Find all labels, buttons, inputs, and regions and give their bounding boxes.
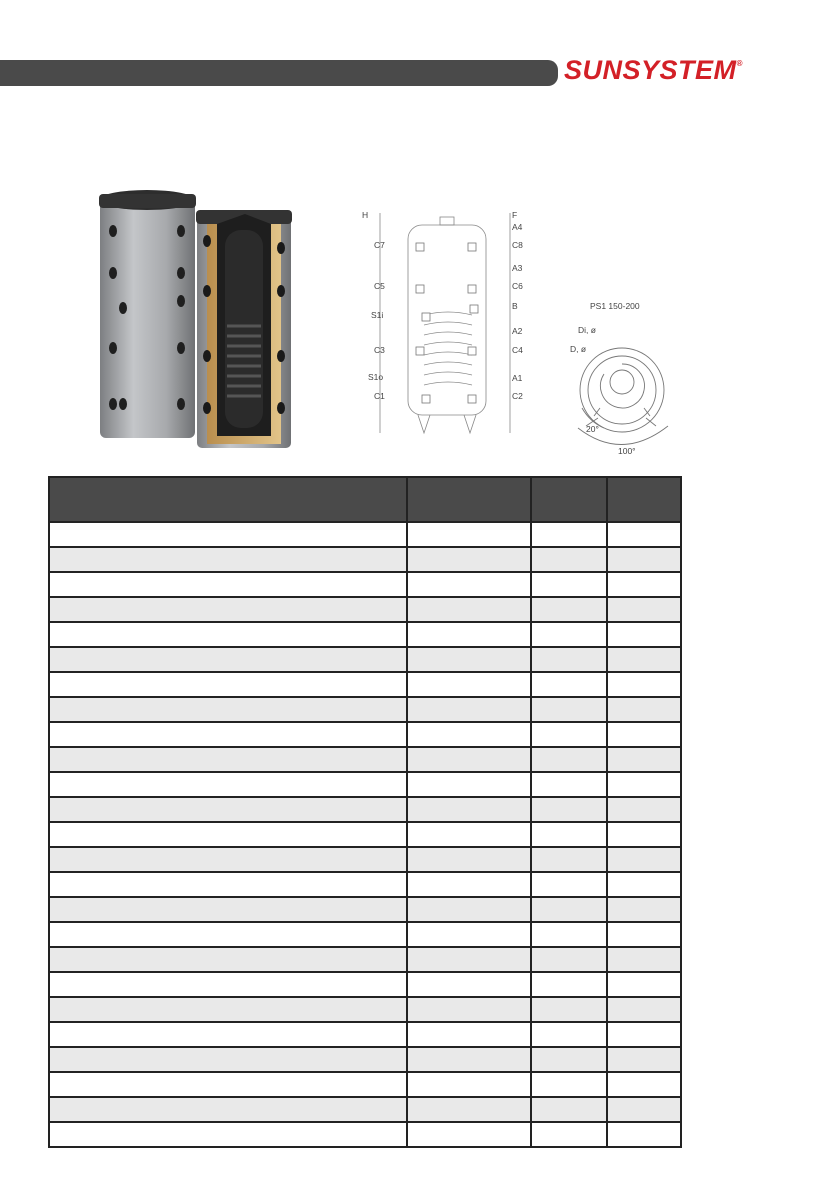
- label-S1o: S1o: [368, 372, 384, 382]
- table-cell: [49, 822, 407, 847]
- table-cell: [531, 747, 607, 772]
- label-C3: C3: [374, 345, 385, 355]
- table-row: [49, 822, 681, 847]
- table-cell: [531, 1022, 607, 1047]
- registered-mark: ®: [736, 59, 743, 68]
- label-C2: C2: [512, 391, 523, 401]
- table-row: [49, 522, 681, 547]
- table-cell: [607, 1047, 681, 1072]
- table-cell: [407, 622, 531, 647]
- column-header: [607, 477, 681, 522]
- table-cell: [607, 847, 681, 872]
- table-cell: [407, 647, 531, 672]
- table-cell: [531, 922, 607, 947]
- table-cell: [607, 597, 681, 622]
- table-cell: [531, 622, 607, 647]
- table-cell: [531, 947, 607, 972]
- table-cell: [407, 722, 531, 747]
- table-cell: [607, 547, 681, 572]
- table-cell: [49, 1122, 407, 1147]
- table-cell: [49, 747, 407, 772]
- table-cell: [607, 822, 681, 847]
- table-cell: [407, 1122, 531, 1147]
- angle-small-label: 20°: [586, 424, 599, 434]
- table-row: [49, 622, 681, 647]
- table-cell: [407, 922, 531, 947]
- table-cell: [407, 872, 531, 897]
- table-cell: [49, 922, 407, 947]
- table-cell: [607, 797, 681, 822]
- table-cell: [531, 647, 607, 672]
- table-cell: [407, 572, 531, 597]
- tank-connection-drawing: [360, 205, 530, 440]
- table-row: [49, 847, 681, 872]
- header-bar: [0, 60, 558, 86]
- table-cell: [407, 997, 531, 1022]
- table-cell: [531, 1122, 607, 1147]
- table-cell: [407, 747, 531, 772]
- label-C7: C7: [374, 240, 385, 250]
- label-F: F: [512, 210, 518, 220]
- table-cell: [531, 672, 607, 697]
- table-cell: [49, 1072, 407, 1097]
- table-row: [49, 997, 681, 1022]
- table-cell: [407, 672, 531, 697]
- table-cell: [531, 872, 607, 897]
- table-cell: [531, 547, 607, 572]
- table-row: [49, 672, 681, 697]
- outer-diameter-label: D, ø: [570, 344, 587, 354]
- brand-logo: [564, 55, 743, 89]
- table-cell: [49, 572, 407, 597]
- table-cell: [607, 897, 681, 922]
- table-cell: [531, 697, 607, 722]
- table-cell: [607, 1072, 681, 1097]
- tank-top-view: [560, 300, 680, 460]
- table-cell: [607, 572, 681, 597]
- table-cell: [607, 997, 681, 1022]
- label-A3: A3: [512, 263, 523, 273]
- table-row: [49, 547, 681, 572]
- angle-large-label: 100°: [618, 446, 636, 456]
- table-cell: [607, 947, 681, 972]
- table-cell: [407, 1047, 531, 1072]
- table-cell: [607, 747, 681, 772]
- label-C1: C1: [374, 391, 385, 401]
- table-cell: [531, 1047, 607, 1072]
- table-cell: [531, 1072, 607, 1097]
- label-C6: C6: [512, 281, 523, 291]
- table-cell: [531, 722, 607, 747]
- table-cell: [607, 722, 681, 747]
- table-cell: [49, 1047, 407, 1072]
- table-row: [49, 972, 681, 997]
- table-cell: [531, 597, 607, 622]
- table-cell: [407, 847, 531, 872]
- table-cell: [407, 697, 531, 722]
- table-row: [49, 772, 681, 797]
- buffer-tank-photo-icon: [95, 186, 305, 456]
- table-row: [49, 1072, 681, 1097]
- table-cell: [531, 572, 607, 597]
- table-cell: [49, 1022, 407, 1047]
- table-cell: [49, 522, 407, 547]
- table-cell: [49, 1097, 407, 1122]
- table-cell: [607, 922, 681, 947]
- table-cell: [531, 897, 607, 922]
- table-row: [49, 1122, 681, 1147]
- inner-diameter-label: Di, ø: [578, 325, 596, 335]
- table-row: [49, 872, 681, 897]
- table-row: [49, 697, 681, 722]
- table-cell: [49, 972, 407, 997]
- label-A4: A4: [512, 222, 523, 232]
- table-cell: [49, 697, 407, 722]
- table-cell: [49, 772, 407, 797]
- table-cell: [407, 797, 531, 822]
- table-cell: [407, 947, 531, 972]
- table-cell: [607, 622, 681, 647]
- column-header: [407, 477, 531, 522]
- table-cell: [49, 897, 407, 922]
- table-cell: [531, 522, 607, 547]
- label-H: H: [362, 210, 369, 220]
- table-cell: [49, 847, 407, 872]
- table-cell: [607, 1022, 681, 1047]
- table-cell: [49, 797, 407, 822]
- label-C4: C4: [512, 345, 523, 355]
- table-row: [49, 897, 681, 922]
- table-row: [49, 1097, 681, 1122]
- table-row: [49, 747, 681, 772]
- table-cell: [49, 647, 407, 672]
- table-cell: [531, 1097, 607, 1122]
- table-cell: [531, 847, 607, 872]
- table-cell: [49, 597, 407, 622]
- table-cell: [607, 672, 681, 697]
- table-cell: [407, 1022, 531, 1047]
- table-cell: [607, 1097, 681, 1122]
- table-cell: [407, 522, 531, 547]
- table-row: [49, 922, 681, 947]
- table-cell: [607, 872, 681, 897]
- table-row: [49, 797, 681, 822]
- label-C5: C5: [374, 281, 385, 291]
- table-cell: [49, 672, 407, 697]
- table-cell: [531, 997, 607, 1022]
- table-cell: [49, 622, 407, 647]
- label-S1i: S1i: [371, 310, 384, 320]
- label-A2: A2: [512, 326, 523, 336]
- table-body: [49, 522, 681, 1147]
- table-row: [49, 947, 681, 972]
- table-cell: [407, 772, 531, 797]
- column-header: [49, 477, 407, 522]
- table-row: [49, 597, 681, 622]
- table-cell: [49, 997, 407, 1022]
- table-cell: [531, 797, 607, 822]
- table-cell: [49, 547, 407, 572]
- table-cell: [407, 547, 531, 572]
- table-cell: [407, 972, 531, 997]
- table-cell: [407, 897, 531, 922]
- column-header: [531, 477, 607, 522]
- table-row: [49, 572, 681, 597]
- table-cell: [607, 972, 681, 997]
- table-cell: [607, 647, 681, 672]
- top-view-model: PS1 150-200: [590, 301, 640, 311]
- table-cell: [607, 522, 681, 547]
- table-cell: [607, 697, 681, 722]
- label-B: B: [512, 301, 518, 311]
- spec-table: [48, 476, 682, 1148]
- brand-name: SUNSYSTEM: [564, 55, 737, 85]
- table-cell: [407, 822, 531, 847]
- table-cell: [407, 1097, 531, 1122]
- table-cell: [531, 822, 607, 847]
- table-cell: [531, 772, 607, 797]
- table-cell: [49, 947, 407, 972]
- table-cell: [607, 1122, 681, 1147]
- table-row: [49, 1047, 681, 1072]
- table-cell: [531, 972, 607, 997]
- table-cell: [407, 1072, 531, 1097]
- table-cell: [607, 772, 681, 797]
- table-row: [49, 647, 681, 672]
- table-row: [49, 722, 681, 747]
- table-header-row: [49, 477, 681, 522]
- table-cell: [407, 597, 531, 622]
- table-cell: [49, 872, 407, 897]
- table-cell: [49, 722, 407, 747]
- label-C8: C8: [512, 240, 523, 250]
- label-A1: A1: [512, 373, 523, 383]
- table-row: [49, 1022, 681, 1047]
